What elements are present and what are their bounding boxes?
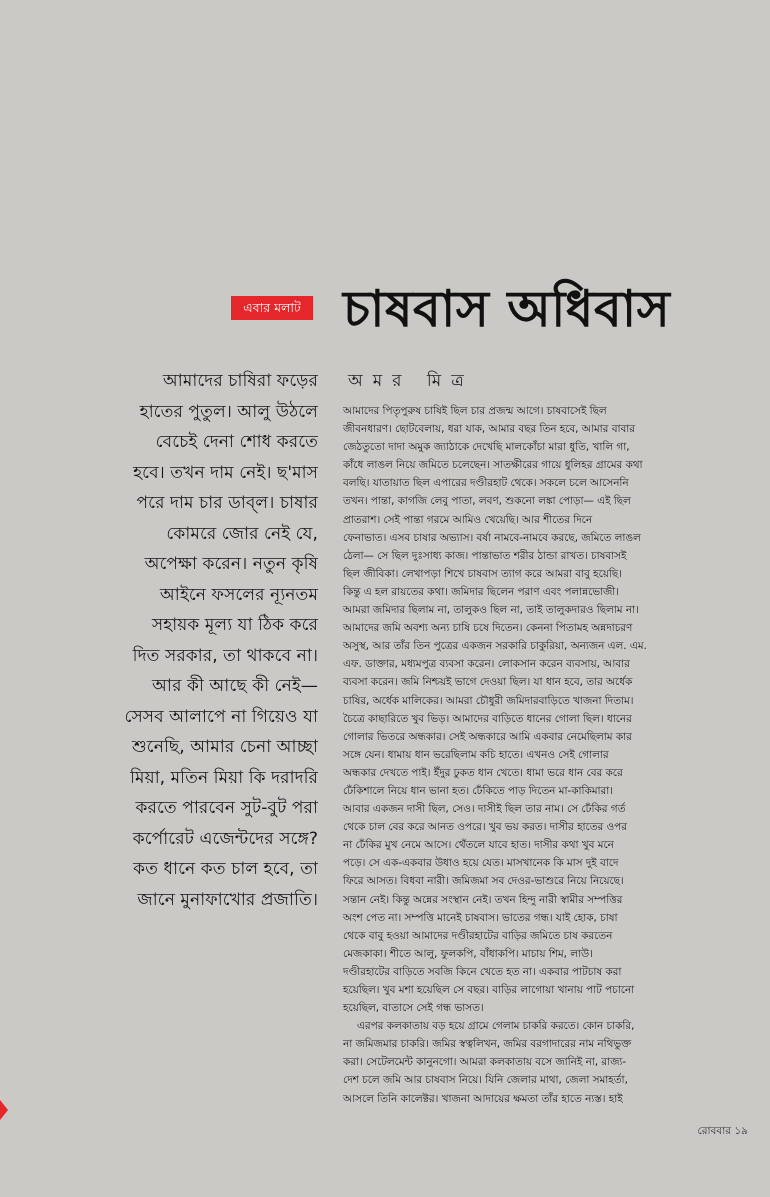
article-line: সঙ্গে যেন। ধামায় ধান ভরেছিলাম কচি হাতে। এখনও সেই গোলার	[343, 748, 609, 761]
article-line: আমাদের জমি অবশ্য অন্য চাষি চষে দিতেন। কেননা পিতামহ অন্নদাচরণ	[343, 622, 633, 635]
pull-quote-line: মিয়া, মতিন মিয়া কি দরাদরি	[130, 767, 318, 788]
pull-quote-line: কর্পোরেট এজেন্টদের সঙ্গে?	[132, 828, 318, 849]
article-line: ব্যবসা করেন। জমি নিশ্চয়ই ভাগে দেওয়া ছিল। যা ধান হবে, তার অর্ধেক	[343, 676, 633, 689]
pull-quote-line: হবে। তখন দাম নেই। ছ'মাস	[133, 462, 318, 483]
pull-quote-line: সেসব আলাপে না গিয়েও যা	[124, 706, 318, 727]
pull-quote-line: শুনেছি, আমার চেনা আচ্ছা	[132, 737, 318, 757]
pull-quote-line: দিত সরকার, তা থাকবে না।	[132, 645, 318, 666]
article-line: অংশ পেত না। সম্পত্তি মানেই চাষবাস। ভাতের গন্ধ। যাই হোক, চাষা	[343, 911, 618, 924]
edge-marker	[0, 1100, 8, 1120]
article-line: হয়েছিল, বাতাসে সেই গন্ধ ভাসত।	[343, 1002, 484, 1015]
article-line: জীবনধারণ। ছোটবেলায়, ধরা যাক, আমার বছর তিন হবে, আমার বাবার	[343, 423, 636, 436]
pull-quote-line: আমাদের চাষিরা ফড়ের	[162, 371, 318, 391]
section-tag: এবার মলাট	[231, 296, 313, 320]
article-line: প্রাতরাশ। সেই পান্তা গরমে আমিও খেয়েছি। আর শীতের দিনে	[343, 513, 593, 526]
article-line: কাঁধে লাঙল নিয়ে জমিতে চলেছেন। সাতক্ষীরের গায়ে ধুলিহর গ্রামের কথা	[343, 459, 643, 472]
pull-quote-line: কোমরে জোর নেই যে,	[166, 523, 318, 544]
article-line: কিন্তু এ হল রায়তের কথা। জমিদার ছিলেন পরাণ এবং পলান্নভোজী।	[343, 585, 619, 598]
article-line: আমাদের পিতৃপুরুষ চাষিই ছিল চার প্রজন্ম আগে। চাষবাসেই ছিল	[343, 405, 607, 417]
pull-quote-line: আর কী আছে কী নেই—	[152, 676, 318, 696]
article-line: না জমিজমার চাকরি। জমির স্বত্বলিখন, জমির বরগাদারের নাম নথিভুক্ত	[343, 1038, 632, 1051]
article-line: দণ্ডীরহাটের বাড়িতে সবজি কিনে খেতে হত না। একবার পাটচাষ করা	[343, 965, 622, 978]
article-line: আমরা জমিদার ছিলাম না, তালুকও ছিল না, তাই তালুকদারও ছিলাম না।	[343, 604, 639, 617]
article-line: সন্তান নেই। কিন্তু অন্নের সংস্থান নেই। তখন হিন্দু নারী স্বামীর সম্পত্তির	[343, 893, 623, 906]
article-line: এফ. ডাক্তার, মধ্যমপুত্র ব্যবসা করেন। লোকসান করেন ব্যবসায়, আবার	[343, 658, 630, 671]
article-line: ফেনাভাত। এসব চাষার অভ্যাস। বর্ষা নামবে-নামবে করছে, জমিতে লাঙল	[343, 531, 641, 544]
pull-quote-line: হাতের পুতুল। আলু উঠলে	[139, 401, 318, 422]
headline: চাষবাস অধিবাস	[343, 279, 671, 338]
article-line: এরপর কলকাতায় বড় হয়ে গ্রামে গেলাম চাকরি করতে। কোন চাকরি,	[357, 1020, 635, 1033]
article-line: গোলার ভিতরে অন্ধকার। সেই অন্ধকারে আমি একবার নেমেছিলাম কার	[343, 730, 632, 743]
article-line: ঢেঁকিশালে নিয়ে ধান ভানা হত। ঢেঁকিতে পাড় দিতেন মা-কাকিমারা।	[343, 784, 613, 797]
pull-quote-line: করতে পারবেন সুট-বুট পরা	[135, 798, 318, 818]
pull-quote-line: অপেক্ষা করেন। নতুন কৃষি	[144, 554, 318, 574]
author-name: অমর মিত্র	[348, 371, 474, 391]
article-body	[343, 402, 747, 1105]
article-line: হয়েছিল। খুব মশা হয়েছিল সে বছর। বাড়ির লাগোয়া খানায় পাট পচানো	[343, 984, 635, 996]
article-line: ফিরে আসত। বিধবা নারী। জমিজমা সব দেওর-ভাশুরে নিয়ে নিয়েছে।	[343, 875, 624, 888]
pull-quote	[74, 366, 318, 910]
pull-quote-line: জানে মুনাফাখোর প্রজাতি।	[137, 889, 318, 910]
article-line: চাষির, অর্ধেক মালিকের। আমরা চৌধুরী জমিদারবাড়িতে খাজনা দিতাম।	[343, 694, 634, 707]
article-line: অন্ধকার দেখতে পাই। ইঁদুর ঢুকত ধান খেতে। ধামা ভরে ধান বের করে	[343, 766, 623, 779]
pull-quote-line: পরে দাম চার ডাব্‌ল। চাষার	[136, 493, 318, 513]
article-line: থেকে বাবু হওয়া আমাদের দণ্ডীরহাটের বাড়ির জমিতে চাষ করতেন	[343, 929, 613, 942]
article-line: তখন। পান্তা, কাগজি লেবু পাতা, লবণ, শুকনো লঙ্কা পোড়া— এই ছিল	[343, 495, 631, 508]
pull-quote-line: সহায়ক মূল্য যা ঠিক করে	[151, 615, 318, 635]
pull-quote-line: বেচেই দেনা শোধ করতে	[155, 432, 318, 452]
article-line: পড়ে। সে এক-একবার উধাও হয়ে যেত। মাসখানেক কি মাস দুই বাদে	[343, 857, 619, 870]
article-line: আবার একজন দাসী ছিল, সেও। দাসীই ছিল তার নাম। সে ঢেঁকির গর্ত	[343, 803, 626, 816]
article-line: ছিল জীবিকা। লেখাপড়া শিখে চাষবাস ত্যাগ করে আমরা বাবু হয়েছি।	[343, 567, 622, 580]
article-line: দেশ চলে জমি আর চাষবাস নিয়ে। যিনি জেলার মাথা, জেলা সমাহর্তা,	[343, 1074, 628, 1087]
article-line: জেঠতুতো দাদা অমুক জ্যাঠাকে দেখেছি মালকোঁচা মারা ধুতি, খালি গা,	[343, 441, 630, 454]
page-footer: রোববার ১৯	[697, 1125, 748, 1137]
article-line: আসলে তিনি কালেক্টর। খাজনা আদায়ের ক্ষমতা তাঁর হাতে ন্যস্ত। হাই	[343, 1092, 623, 1105]
article-line: মেজকাকা। শীতে আলু, ফুলকপি, বাঁধাকপি। মাচায় শিম, লাউ।	[343, 947, 593, 960]
article-line: না ঢেঁকির মুখ নেমে আসে। থেঁতলে যাবে হাত। দাসীর কথা খুব মনে	[343, 839, 614, 852]
article-line: করা। সেটেলমেন্ট কানুনগো। আমরা কলকাতায় বসে জানিই না, রাজ্য-	[343, 1056, 627, 1069]
article-line: ঠেলা— সে ছিল দুঃসাধ্য কাজ। পান্তাভাত শরীর ঠান্ডা রাখত। চাষবাসই	[343, 549, 627, 562]
pull-quote-line: কত ধানে কত চাল হবে, তা	[133, 859, 318, 879]
article-line: থেকে চাল বের করে আনত ওপরে। খুব ভয় করত। দাসীর হাতের ওপর	[343, 821, 627, 834]
pull-quote-line: আইনে ফসলের ন্যূনতম	[159, 584, 318, 605]
article-line: বলছি। যাতায়াত ছিল এপারের দণ্ডীরহাট থেকে। সকলে চলে আসেননি	[343, 477, 629, 490]
article-line: চৈত্রে কাছারিতে খুব ভিড়। আমাদের বাড়িতে ধানের গোলা ছিল। ধানের	[343, 712, 632, 725]
article-line: অসুস্থ, আর তাঁর তিন পুত্রের একজন সরকারি চাকুরিয়া, অন্যজন এল. এম.	[343, 640, 647, 653]
